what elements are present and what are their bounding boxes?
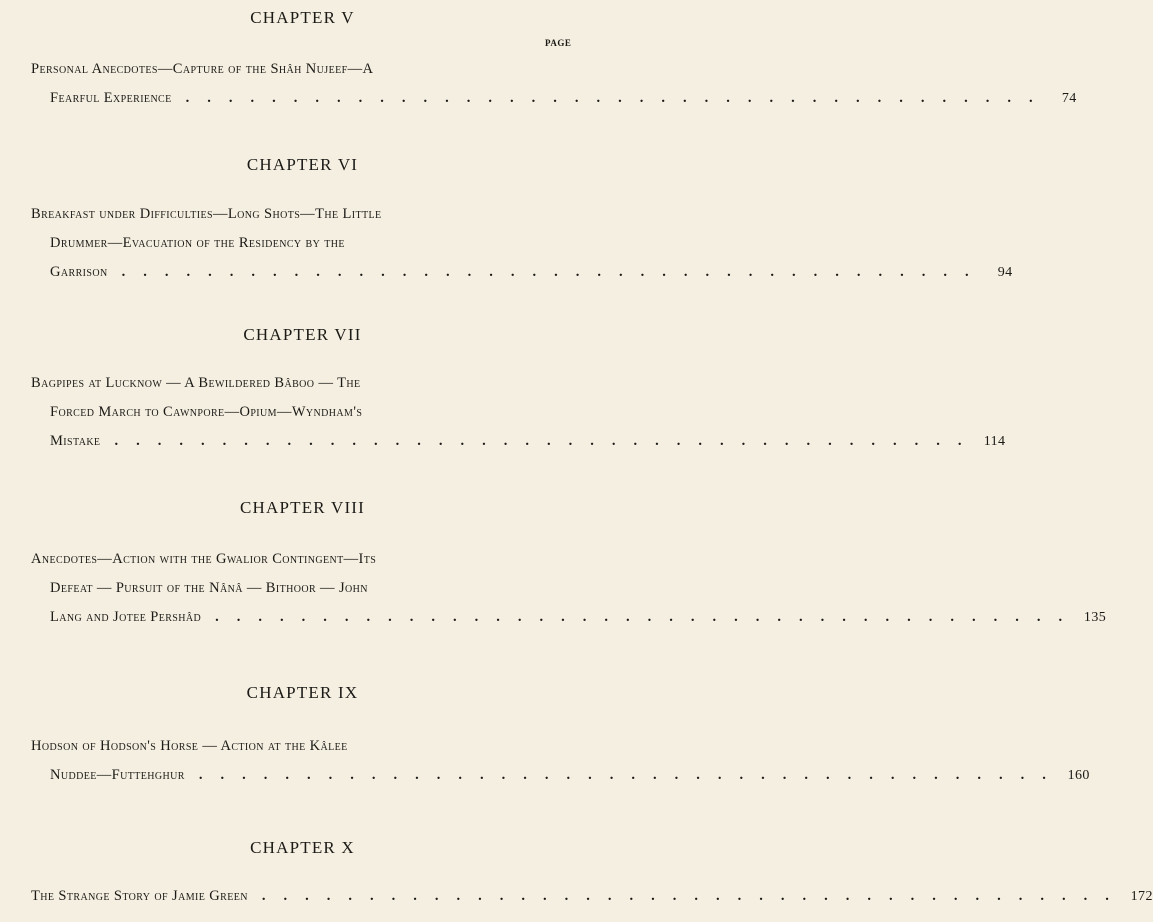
chapter-heading: CHAPTER VII — [243, 325, 362, 344]
entry-line: Drummer—Evacuation of the Residency by the — [50, 235, 345, 251]
page-number: 172 — [1130, 889, 1153, 904]
chapter-heading: CHAPTER V — [250, 8, 355, 27]
page-column-label: PAGE — [545, 38, 572, 48]
entry-last-line — [31, 603, 1107, 632]
chapter-heading: CHAPTER VIII — [239, 498, 366, 517]
entry-last-line — [31, 882, 1153, 911]
entry-line: Defeat — Pursuit of the Nânâ — Bithoor — John — [50, 580, 368, 596]
entry-line: Nuddee—Futtehghur — [50, 767, 185, 783]
page-number: 94 — [997, 265, 1013, 280]
page-number: 160 — [1067, 768, 1090, 783]
entry-line: Hodson of Hodson's Horse — Action at the Kâlee — [31, 738, 348, 754]
entry-line: Personal Anecdotes—Capture of the Shâh Nujeef—A — [31, 61, 374, 77]
entry-line: Breakfast under Difficulties—Long Shots—The Little — [31, 206, 382, 222]
dot-leader: ........................................ — [185, 90, 1051, 106]
entry-line: Garrison — [50, 264, 108, 280]
page-number: 135 — [1083, 610, 1107, 625]
chapter-heading: CHAPTER VI — [246, 155, 359, 174]
entry-last-line — [31, 84, 1077, 113]
toc-entry — [31, 545, 1107, 632]
chapter-heading: CHAPTER IX — [246, 683, 359, 702]
entry-last-line — [31, 761, 1090, 790]
dot-leader: ........................................ — [261, 888, 1127, 904]
entry-line: Lang and Jotee Pershâd — [50, 609, 202, 625]
page-number: 74 — [1061, 91, 1077, 106]
dot-leader: ........................................ — [121, 264, 987, 280]
entry-last-line — [31, 427, 1006, 456]
toc-entry — [31, 200, 1013, 287]
toc-entry — [31, 882, 1153, 911]
chapter-heading: CHAPTER X — [250, 838, 355, 857]
toc-entry — [31, 732, 1090, 790]
toc-entry — [31, 369, 1006, 456]
entry-line: Forced March to Cawnpore—Opium—Wyndham's — [50, 404, 363, 420]
entry-line: The Strange Story of Jamie Green — [31, 888, 248, 904]
dot-leader: ........................................ — [198, 767, 1064, 783]
entry-last-line — [31, 258, 1013, 287]
page-number: 114 — [983, 434, 1006, 449]
entry-line: Anecdotes—Action with the Gwalior Contingent—Its — [31, 551, 377, 567]
entry-line: Mistake — [50, 433, 101, 449]
entry-line: Bagpipes at Lucknow — A Bewildered Bâboo — The — [31, 375, 361, 391]
dot-leader: ........................................ — [114, 433, 980, 449]
toc-entry — [31, 55, 1077, 113]
dot-leader: ........................................ — [215, 609, 1081, 625]
entry-line: Fearful Experience — [50, 90, 172, 106]
